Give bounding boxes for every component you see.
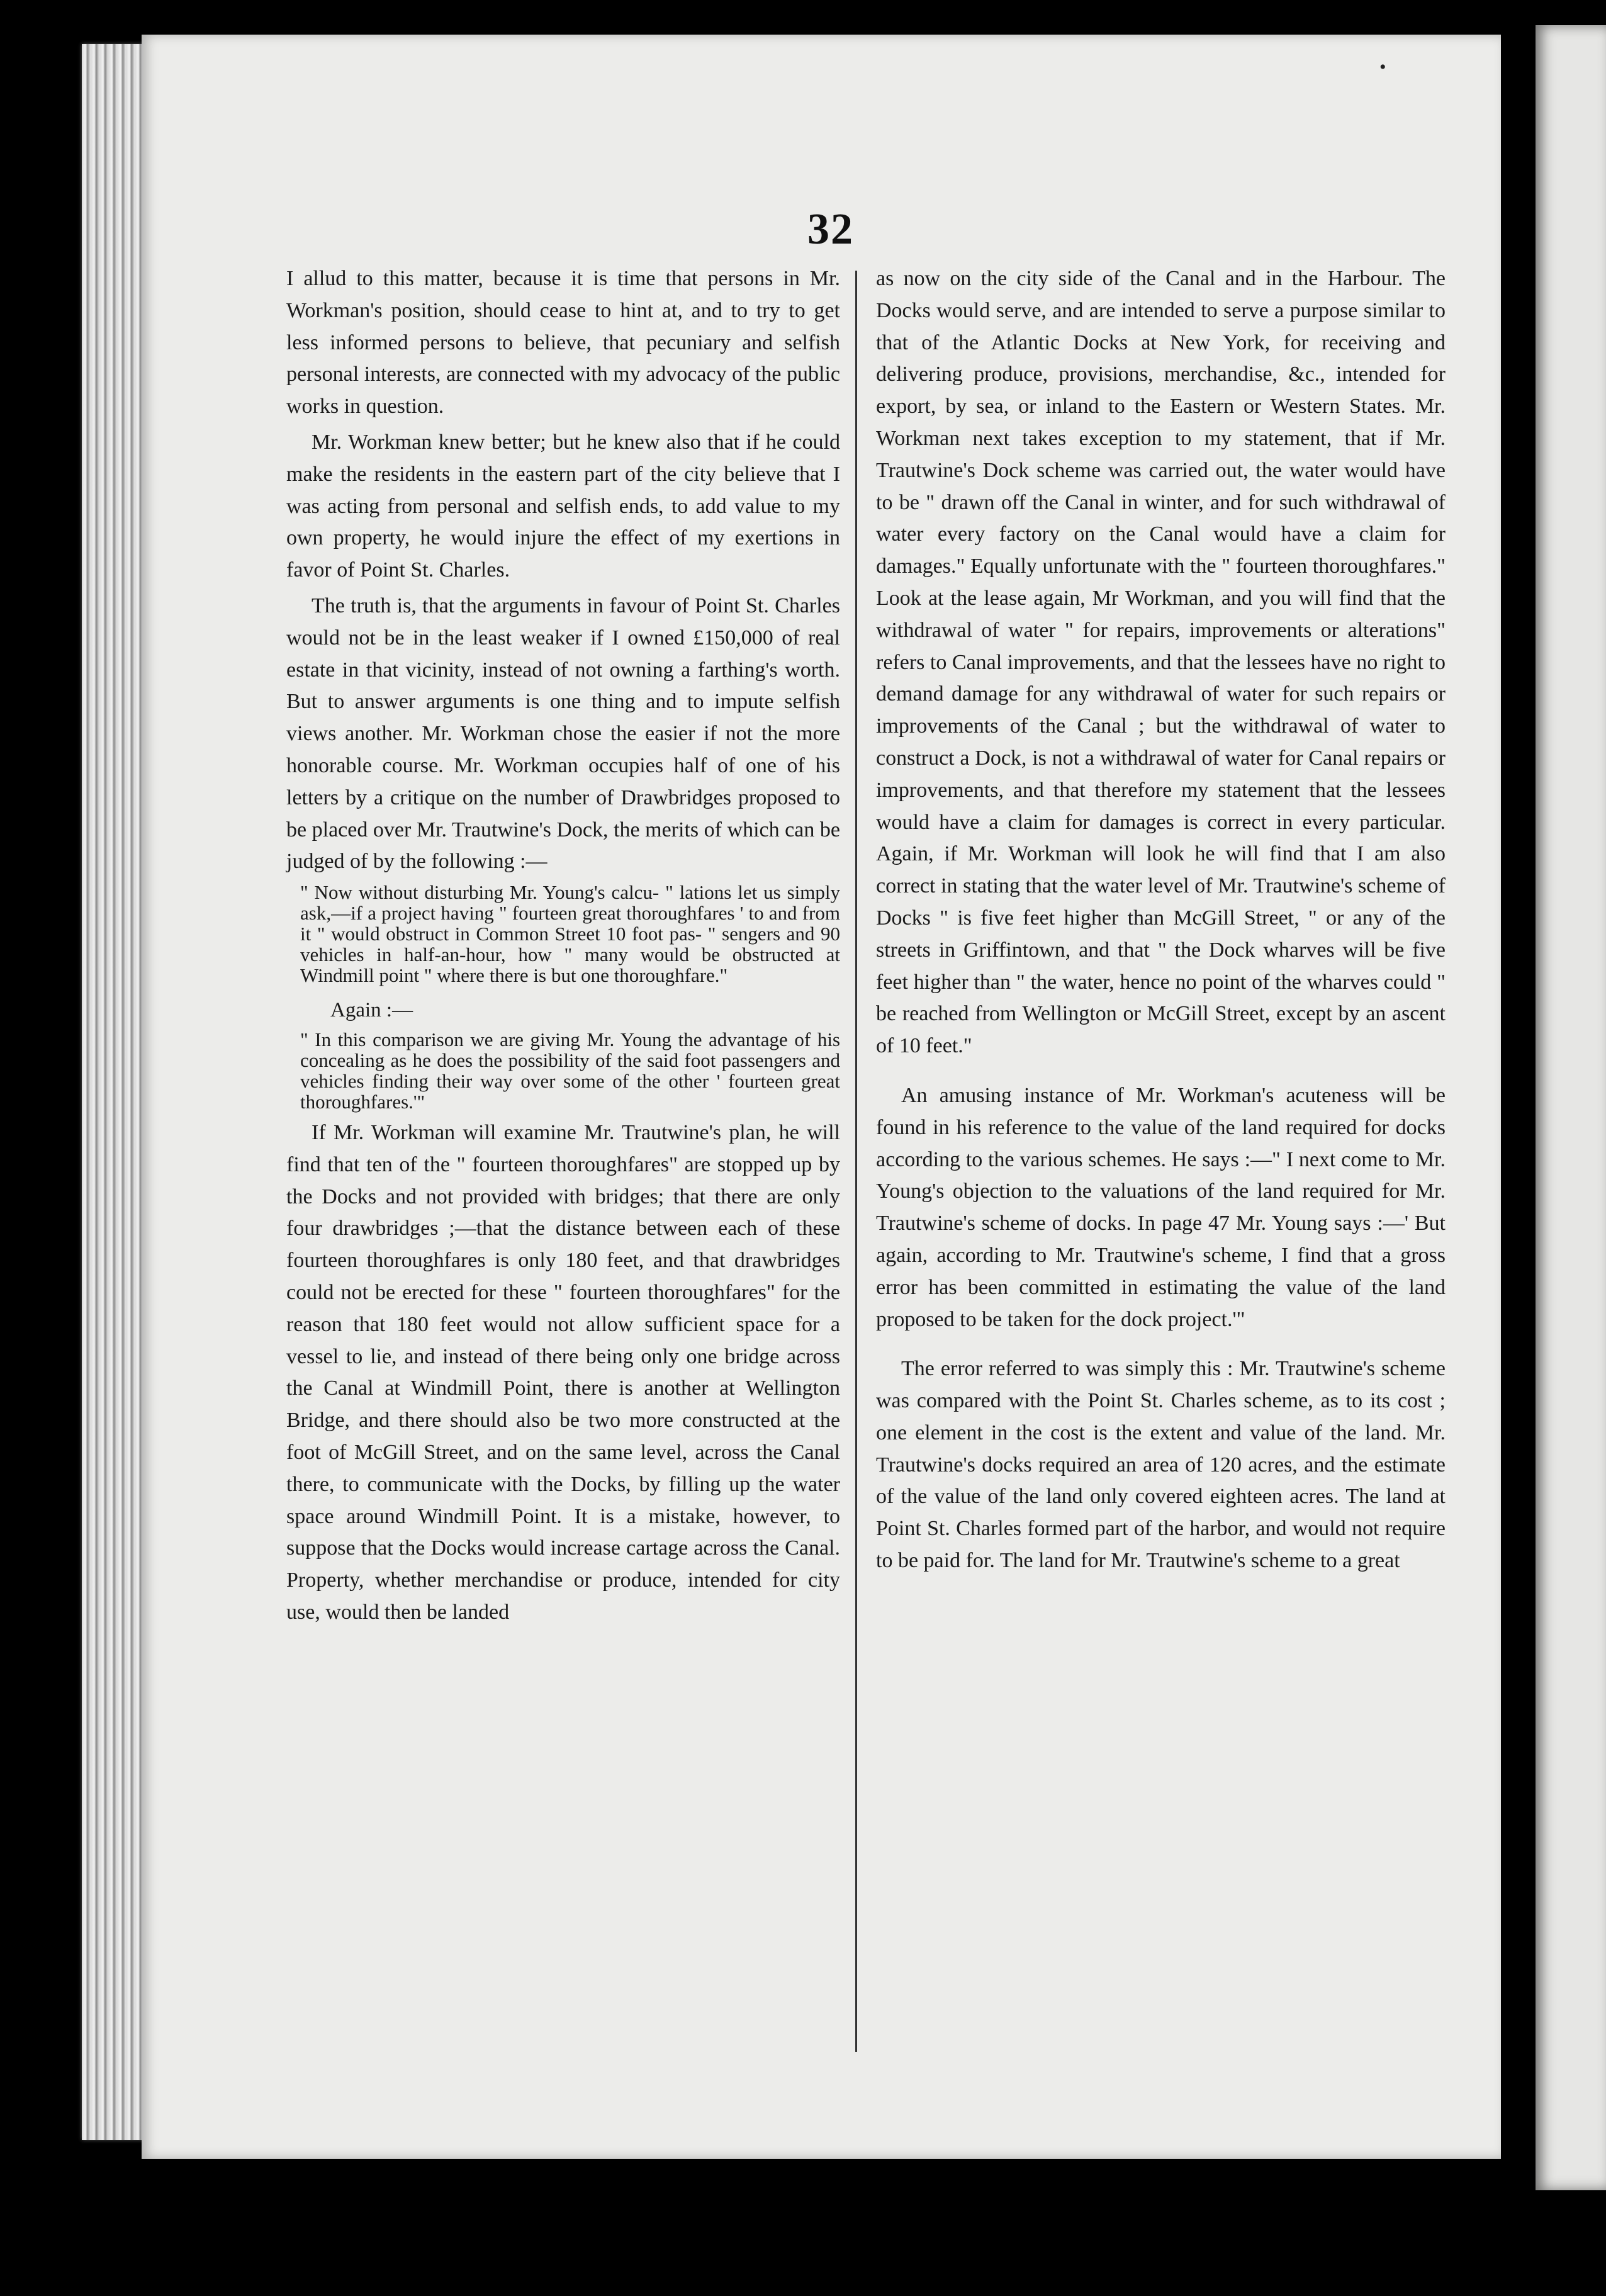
- paragraph: I allud to this matter, because it is time that persons in Mr. Workman's position, should cease to hint at, and to try to get less informed persons to believe, that pecuniary and selfish personal interests, are connected with my advocacy of the public works in question.: [286, 267, 840, 419]
- quotation: " Now without disturbing Mr. Young's calcu- " lations let us simply ask,—if a project having " fourteen great thoroughfares ' to and from it " would obstruct in Common Street 10 foot pas- " sengers and 90 vehicles in half-an-hour, how " many would be obstructed at Windmill point " where there is but one thoroughfare.": [300, 881, 840, 987]
- right-column: [876, 263, 1446, 1581]
- paragraph: If Mr. Workman will examine Mr. Trautwine's plan, he will find that ten of the " fourteen thoroughfares" are stopped up by the Docks and not provided with bridges; that there are only four drawbridges ;—that the distance between each of these fourteen thoroughfares is only 180 feet, and that drawbridges could not be erected for these " fourteen thoroughfares" for the reason that 180 feet would not allow sufficient space for a vessel to lie, and instead of there being only one bridge across the Canal at Windmill Point, there is another at Wellington Bridge, and there should also be two more constructed at the foot of McGill Street, and on the same level, across the Canal there, to communicate with the Docks, by filling up the water space around Windmill Point. It is a mistake, however, to suppose that the Docks would increase cartage across the Canal. Property, whether merchandise or produce, intended for city use, would then be landed: [286, 1120, 840, 1624]
- paragraph: The error referred to was simply this : Mr. Trautwine's scheme was compared with the Point St. Charles scheme, as to its cost ; one element in the cost is the extent and value of the land. Mr. Trautwine's docks required an area of 120 acres, and the estimate of the value of the land only covered eighteen acres. The land at Point St. Charles formed part of the harbor, and would not require to be paid for. The land for Mr. Trautwine's scheme to a great: [876, 1357, 1446, 1573]
- paragraph: An amusing instance of Mr. Workman's acuteness will be found in his reference to the value of the land required for docks according to the various schemes. He says :—" I next come to Mr. Young's objection to the valuations of the land required for Mr. Trautwine's scheme of docks. In page 47 Mr. Young says :—' But again, according to Mr. Trautwine's scheme, I find that a gross error has been committed in estimating the value of the land proposed to be taken for the dock project.'": [876, 1083, 1446, 1331]
- column-divider: [855, 271, 857, 2052]
- paragraph: Mr. Workman knew better; but he knew also that if he could make the residents in the eastern part of the city believe that I was acting from personal and selfish ends, to add value to my own property, he would injure the effect of my exertions in favor of Point St. Charles.: [286, 430, 840, 582]
- again-label: Again :—: [330, 999, 413, 1022]
- corner-mark: •: [1379, 57, 1386, 77]
- facing-page-edge: [1536, 25, 1606, 2190]
- paragraph: as now on the city side of the Canal and in the Harbour. The Docks would serve, and are intended to serve a purpose similar to that of the Atlantic Docks at New York, for receiving and delivering produce, provisions, merchandise, &c., intended for export, by sea, or inland to the Eastern or Western States. Mr. Workman next takes exception to my statement, that if Mr. Trautwine's Dock scheme was carried out, the water would have to be " drawn off the Canal in winter, and for such withdrawal of water every factory on the Canal would have a claim for damages." Equally unfortunate with the " fourteen thoroughfares." Look at the lease again, Mr Workman, and you will find that the withdrawal of water " for repairs, improvements or alterations" refers to Canal improvements, and that the lessees have no right to demand damage for any withdrawal of water for such repairs or improvements of the Canal ; but the withdrawal of water to construct a Dock, is not a withdrawal of water for Canal repairs or improvements, and that therefore my statement that the lessees would have a claim for damages is correct in every particular. Again, if Mr. Workman will look he will find that I am also correct in stating that the water level of Mr. Trautwine's scheme of Docks " is five feet higher than McGill Street, " or any of the streets in Griffintown, and that " the Dock wharves will be five feet higher than " the water, hence no point of the wharves could " be reached from Wellington or McGill Street, except by an ascent of 10 feet.": [876, 267, 1446, 1058]
- quotation: " In this comparison we are giving Mr. Young the advantage of his concealing as he does the possibility of the said foot passengers and vehicles finding their way over some of the other ' fourteen great thoroughfares.'": [300, 1028, 840, 1113]
- paragraph: The truth is, that the arguments in favour of Point St. Charles would not be in the least weaker if I owned £150,000 of real estate in that vicinity, instead of not owning a farthing's worth. But to answer arguments is one thing and to impute selfish views another. Mr. Workman chose the easier if not the more honorable course. Mr. Workman occupies half of one of his letters by a critique on the number of Drawbridges proposed to be placed over Mr. Trautwine's Dock, the merits of which can be judged of by the following :—: [286, 594, 840, 874]
- left-column: [286, 263, 840, 1633]
- page-number: 32: [807, 205, 854, 254]
